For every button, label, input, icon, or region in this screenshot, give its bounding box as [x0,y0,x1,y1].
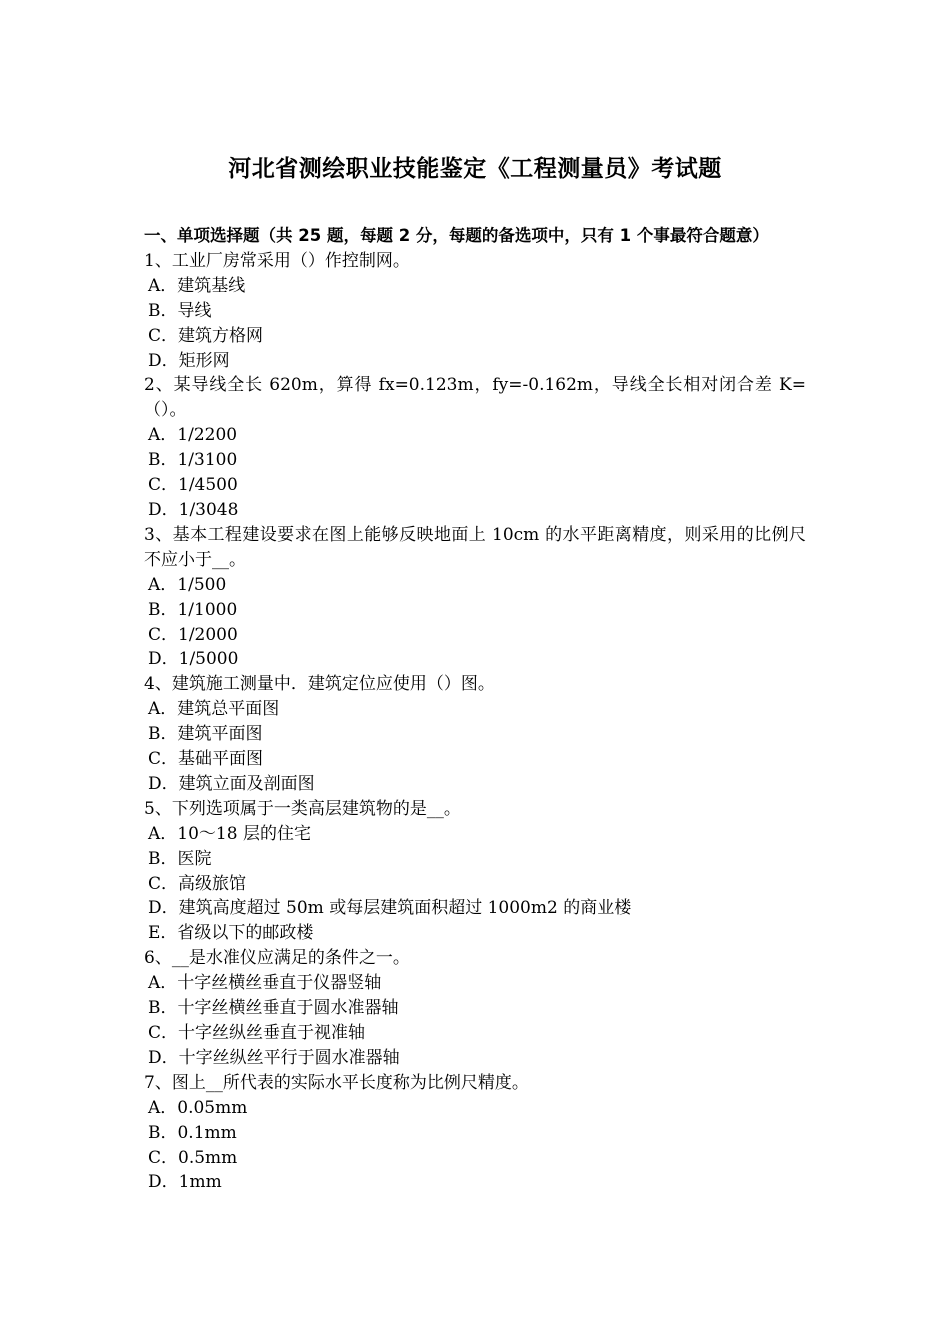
option-c: C．十字丝纵丝垂直于视准轴 [148,1023,366,1043]
option-d: D．建筑高度超过 50m 或每层建筑面积超过 1000m2 的商业楼 [148,898,632,919]
question-stem: 3、基本工程建设要求在图上能够反映地面上 10cm 的水平距离精度，则采用的比例尺不应小于__。 [144,524,806,570]
option-b: B．0.1mm [148,1122,237,1143]
question-4 [144,672,806,797]
option-c: C．建筑方格网 [148,325,264,346]
option-a: A．1/2200 [148,425,238,446]
option-c: C．1/4500 [148,475,238,496]
option-a: A．建筑基线 [148,275,246,296]
question-stem: 6、__是水准仪应满足的条件之一。 [144,948,410,969]
option-c: C．基础平面图 [148,749,264,770]
option-d: D．矩形网 [148,350,230,371]
option-a: A．0.05mm [148,1097,248,1118]
option-a: A．1/500 [148,574,227,595]
option-b: B．导线 [148,300,212,321]
question-stem: 7、图上__所代表的实际水平长度称为比例尺精度。 [144,1072,529,1093]
question-1 [144,249,806,374]
option-b: B．十字丝横丝垂直于圆水准器轴 [148,998,399,1019]
question-7 [144,1071,806,1196]
option-b: B．医院 [148,848,212,869]
question-6 [144,946,806,1071]
option-b: B．建筑平面图 [148,724,263,745]
question-3 [144,523,806,672]
option-d: D．1/5000 [148,649,239,670]
question-stem: 1、工业厂房常采用（）作控制网。 [144,250,410,271]
option-d: D．1/3048 [148,499,239,520]
option-a: A．建筑总平面图 [148,699,280,720]
option-d: D．1mm [148,1172,222,1193]
question-stem: 2、某导线全长 620m，算得 fx=0.123m，fy=-0.162m，导线全长相对闭合差 K=（）。 [144,375,806,421]
option-a: A．10～18 层的住宅 [148,823,311,844]
document-title: 河北省测绘职业技能鉴定《工程测量员》考试题 [228,156,722,182]
question-2 [144,373,806,522]
question-stem: 4、建筑施工测量中．建筑定位应使用（）图。 [144,674,495,695]
option-d: D．十字丝纵丝平行于圆水准器轴 [148,1047,400,1068]
option-b: B．1/3100 [148,450,238,471]
option-d: D．建筑立面及剖面图 [148,773,315,794]
option-b: B．1/1000 [148,599,238,620]
option-c: C．1/2000 [148,624,238,645]
question-5 [144,797,806,946]
document-body [144,224,806,1195]
option-a: A．十字丝横丝垂直于仪器竖轴 [148,973,382,994]
option-e: E．省级以下的邮政楼 [148,923,314,944]
question-stem: 5、下列选项属于一类高层建筑物的是__。 [144,798,461,819]
section-header: 一、单项选择题（共 25 题，每题 2 分，每题的备选项中，只有 1 个事最符合题意） [144,226,769,245]
option-c: C．高级旅馆 [148,873,247,894]
option-c: C．0.5mm [148,1147,238,1168]
